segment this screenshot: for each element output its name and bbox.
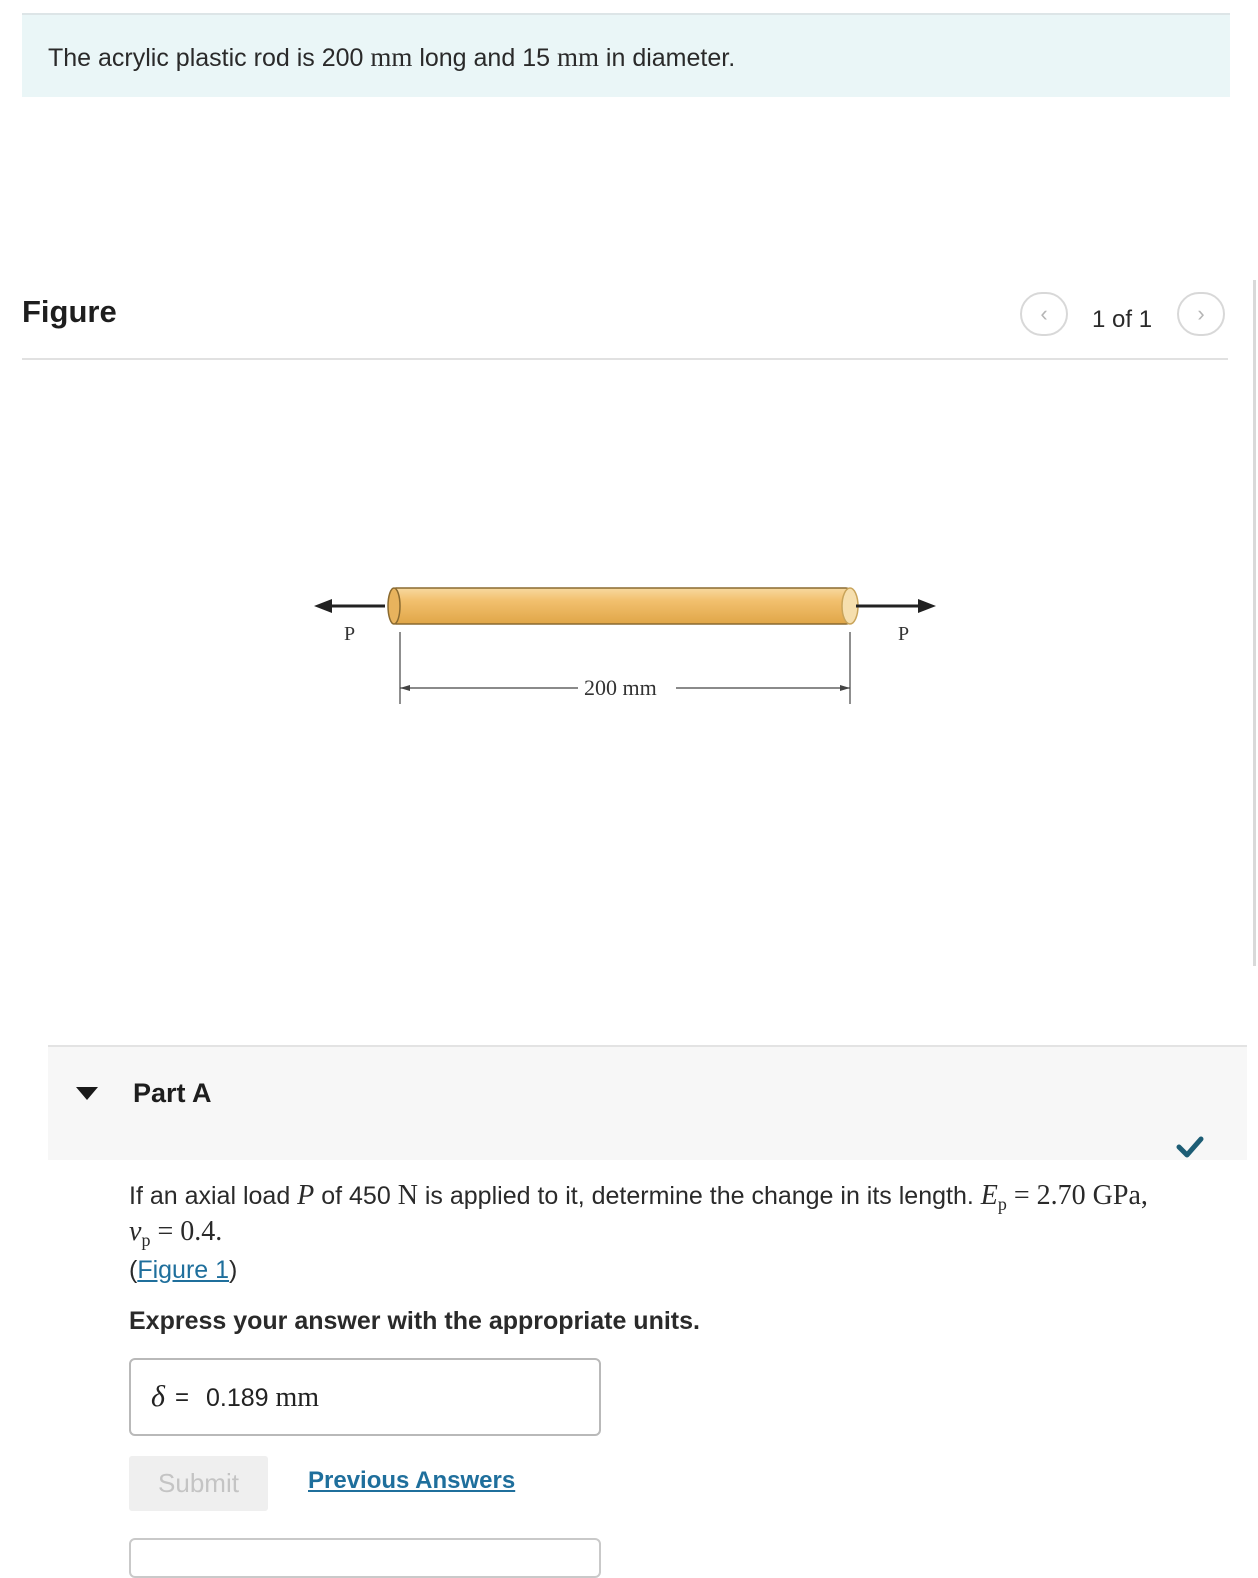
answer-equals: =: [175, 1384, 190, 1411]
acrylic-rod: [392, 588, 850, 624]
figure-header: [22, 292, 1228, 360]
question-text: If an axial load P of 450 N is applied to it, determine the change in its length. $E_p = 2.70$ GPa,: [129, 1180, 1148, 1214]
previous-figure-button[interactable]: [1020, 292, 1068, 336]
part-title: Part A: [133, 1078, 212, 1108]
figure-title: Figure: [22, 294, 117, 329]
arrowhead-right-icon: [918, 599, 936, 613]
next-figure-button[interactable]: [1177, 292, 1225, 336]
next-section-box: [129, 1538, 601, 1578]
load-label-right: P: [898, 623, 910, 645]
checkmark-icon: [1176, 1136, 1204, 1158]
dimension-label: 200 mm: [584, 675, 657, 700]
answer-symbol: δ: [151, 1380, 165, 1413]
answer-field[interactable]: [129, 1358, 601, 1436]
chevron-right-icon: ›: [1197, 301, 1205, 326]
scrollbar[interactable]: [1253, 280, 1256, 966]
figure-pager-count: 1 of 1: [1092, 306, 1153, 333]
rod-left-end: [388, 588, 400, 624]
answer-instruction: Express your answer with the appropriate units.: [129, 1307, 700, 1335]
submit-button[interactable]: Submit: [129, 1456, 268, 1511]
arrowhead-left-icon: [314, 599, 332, 613]
chevron-left-icon: ‹: [1040, 301, 1048, 326]
rod-figure: [300, 570, 960, 720]
intro-text: The acrylic plastic rod is 200 mm long and 15 mm in diameter.: [48, 42, 736, 72]
figure-1-link[interactable]: Figure 1: [137, 1256, 230, 1284]
answer-value: 0.189 mm: [206, 1382, 320, 1413]
caret-down-icon: [76, 1087, 98, 1101]
rod-right-end: [842, 588, 858, 624]
figure-reference: (Figure 1): [129, 1256, 238, 1284]
problem-intro: [22, 13, 1230, 97]
load-label-left: P: [344, 623, 356, 645]
poisson-ratio-text: $\nu_p = 0.4$.: [129, 1216, 223, 1250]
part-a-header[interactable]: [48, 1045, 1247, 1160]
previous-answers-link[interactable]: Previous Answers: [308, 1467, 516, 1494]
